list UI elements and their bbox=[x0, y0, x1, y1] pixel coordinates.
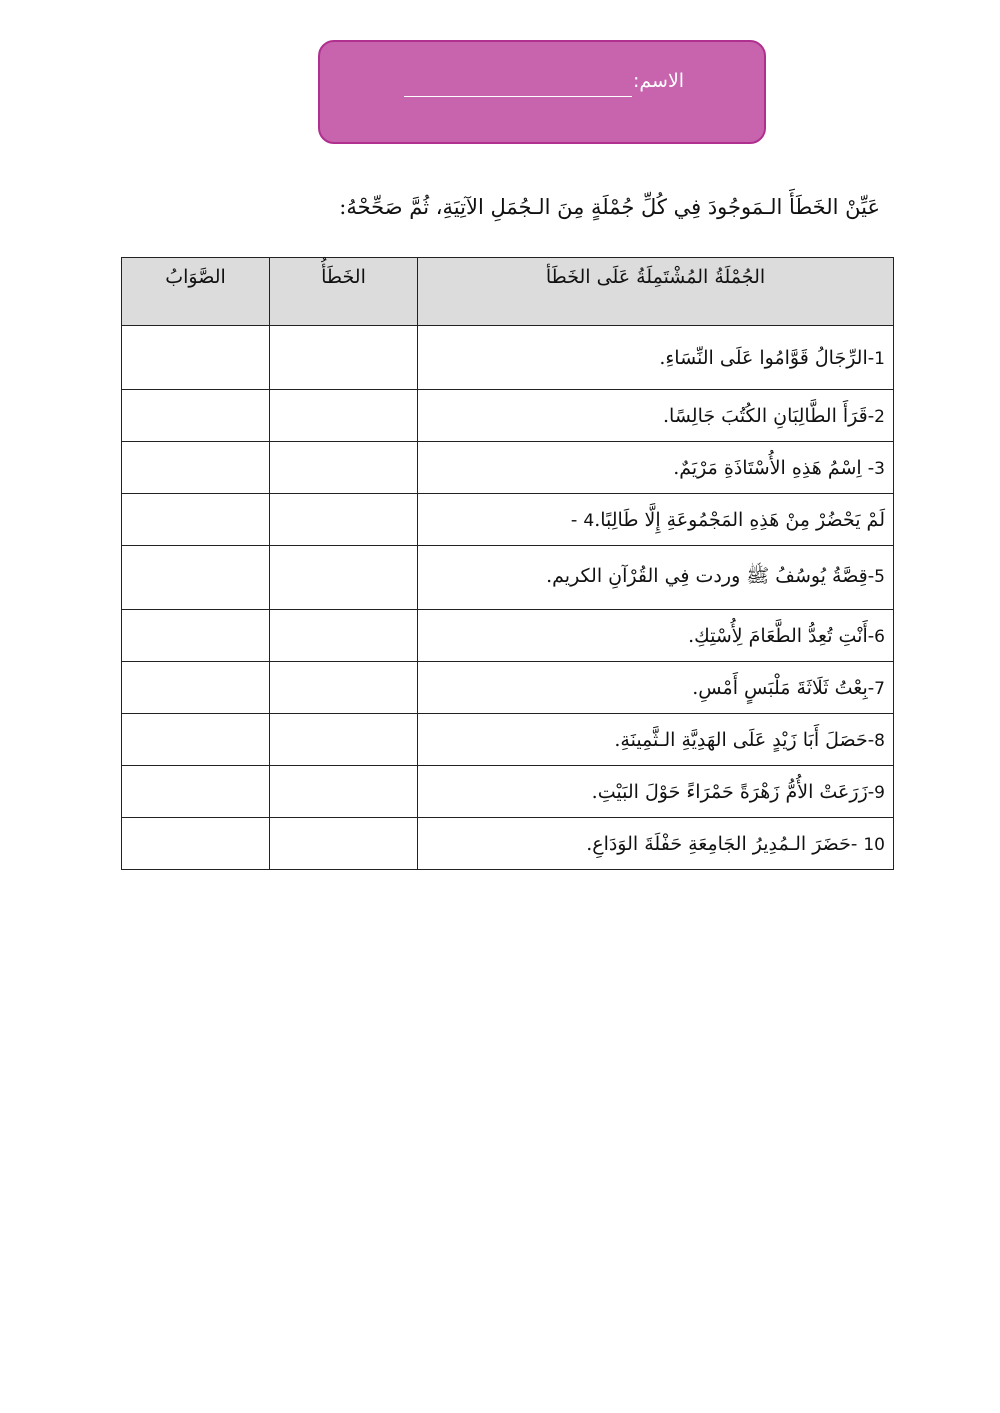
table-row bbox=[122, 662, 894, 714]
table-row bbox=[122, 326, 894, 390]
correct-cell[interactable] bbox=[122, 326, 270, 390]
error-cell[interactable] bbox=[270, 546, 418, 610]
error-cell[interactable] bbox=[270, 610, 418, 662]
table-row bbox=[122, 494, 894, 546]
sentence-cell: 6-أَنْتِ تُعِدُّ الطَّعَامَ لِأُسْتِكِ. bbox=[418, 610, 894, 662]
sentence-cell: 8-حَصَلَ أَبَا زَيْدٍ عَلَى الهَدِيَّةِ الـثَّمِينَةِ. bbox=[418, 714, 894, 766]
error-cell[interactable] bbox=[270, 714, 418, 766]
table-row bbox=[122, 714, 894, 766]
table-header-row bbox=[122, 258, 894, 326]
error-cell[interactable] bbox=[270, 766, 418, 818]
sentence-cell: 7-بِعْتُ ثَلَاثَةَ مَلْبَسٍ أَمْسِ. bbox=[418, 662, 894, 714]
sentence-cell: 3- اِسْمُ هَذِهِ الأُسْتَاذَةِ مَرْيَمٌ. bbox=[418, 442, 894, 494]
correct-cell[interactable] bbox=[122, 390, 270, 442]
name-label: الاسم: bbox=[633, 70, 685, 92]
correct-cell[interactable] bbox=[122, 546, 270, 610]
name-header-box bbox=[318, 40, 766, 144]
table-row bbox=[122, 390, 894, 442]
correct-cell[interactable] bbox=[122, 442, 270, 494]
table-row bbox=[122, 442, 894, 494]
header-correct: الصَّوَابُ bbox=[122, 258, 270, 326]
error-cell[interactable] bbox=[270, 442, 418, 494]
error-cell[interactable] bbox=[270, 494, 418, 546]
error-cell[interactable] bbox=[270, 662, 418, 714]
error-cell[interactable] bbox=[270, 326, 418, 390]
correct-cell[interactable] bbox=[122, 766, 270, 818]
header-sentence: الجُمْلَةُ المُشْتَمِلَةُ عَلَى الخَطَأ bbox=[418, 258, 894, 326]
sentence-cell: 1-الرِّجَالُ قَوَّامُوا عَلَى النِّسَاءِ. bbox=[418, 326, 894, 390]
correct-cell[interactable] bbox=[122, 818, 270, 870]
correct-cell[interactable] bbox=[122, 662, 270, 714]
sentence-cell: 2-قَرَأَ الطَّالِبَانِ الكُتُبَ جَالِسًا. bbox=[418, 390, 894, 442]
table-row bbox=[122, 818, 894, 870]
name-input-line[interactable] bbox=[404, 96, 632, 97]
instruction-text: عَيِّنْ الخَطَأَ الـمَوجُودَ فِي كُلِّ جُمْلَةٍ مِنَ الـجُمَلِ الآتِيَةِ، ثُمَّ صَحِّحْهُ: bbox=[339, 195, 880, 219]
sentence-cell: 10 -حَضَرَ الـمُدِيرُ الجَامِعَةِ حَفْلَةَ الوَدَاعِ. bbox=[418, 818, 894, 870]
sentence-cell: 5-قِصَّةُ يُوسُفُ ﷺ وردت فِي القُرْآنِ الكريم. bbox=[418, 546, 894, 610]
error-cell[interactable] bbox=[270, 390, 418, 442]
exercise-table bbox=[121, 257, 894, 870]
sentence-cell: 9-زَرَعَتْ الأُمُّ زَهْرَةً حَمْرَاءً حَوْلَ البَيْتِ. bbox=[418, 766, 894, 818]
sentence-cell: لَمْ يَحْضُرْ مِنْ هَذِهِ المَجْمُوعَةِ إِلَّا طَالِبًا.4 - bbox=[418, 494, 894, 546]
correct-cell[interactable] bbox=[122, 610, 270, 662]
table-row bbox=[122, 546, 894, 610]
correct-cell[interactable] bbox=[122, 714, 270, 766]
correct-cell[interactable] bbox=[122, 494, 270, 546]
table-row bbox=[122, 610, 894, 662]
table-row bbox=[122, 766, 894, 818]
header-error: الخَطَأُ bbox=[270, 258, 418, 326]
error-cell[interactable] bbox=[270, 818, 418, 870]
